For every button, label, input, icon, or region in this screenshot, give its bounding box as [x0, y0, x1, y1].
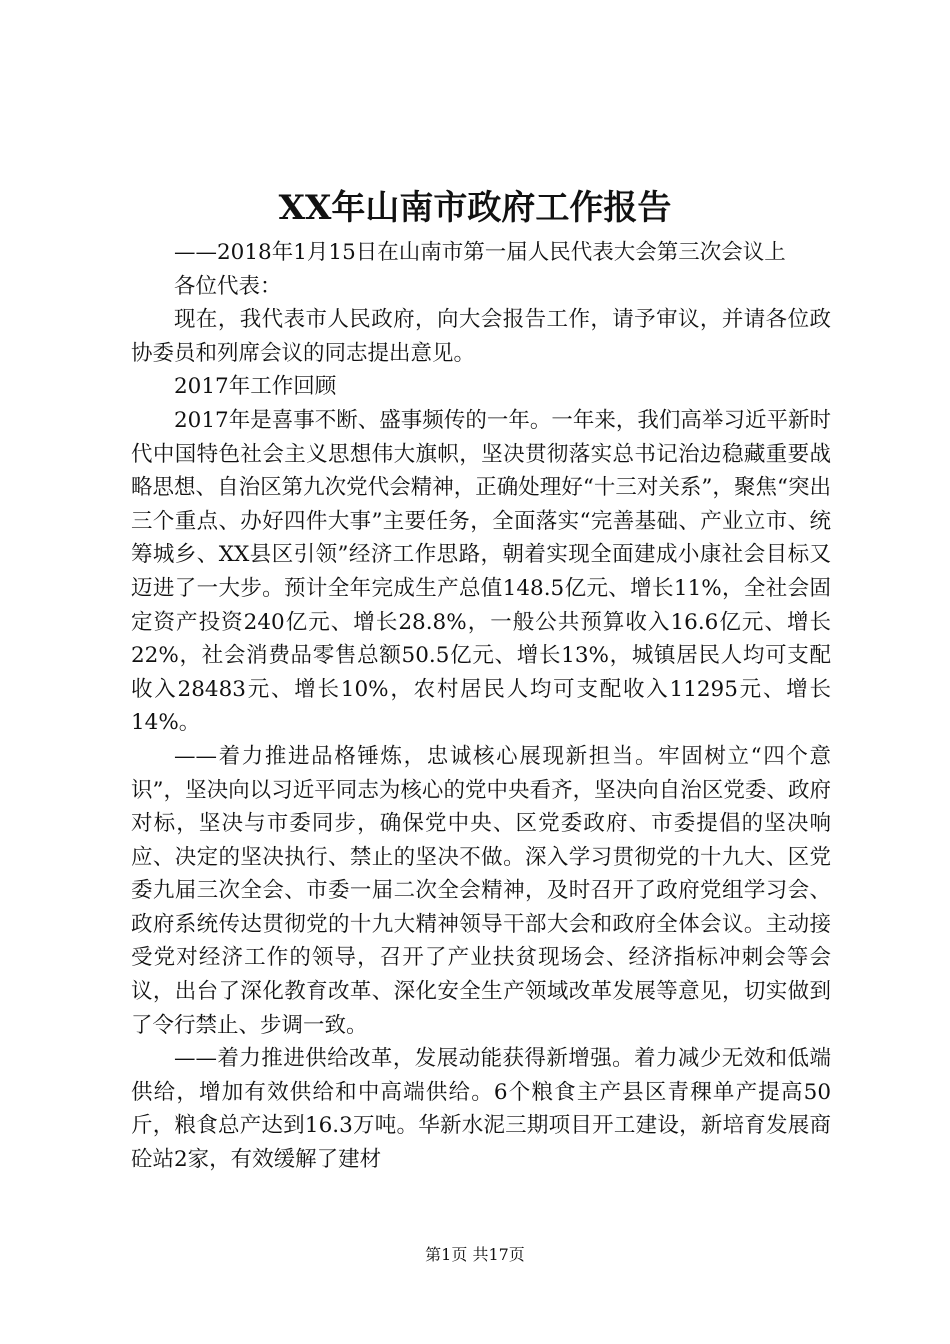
- supply-reform-paragraph: ——着力推进供给改革，发展动能获得新增强。着力减少无效和低端供给，增加有效供给和中高端供给。6个粮食主产县区青稞单产提高50斤，粮食总产达到16.3万吨。华新水泥三期项目开工建设，新培育发展商砼站2家，有效缓解了建材: [131, 1046, 831, 1173]
- review-paragraph: 2017年是喜事不断、盛事频传的一年。一年来，我们高举习近平新时代中国特色社会主义思想伟大旗帜，坚决贯彻落实总书记治边稳藏重要战略思想、自治区第九次党代会精神，正确处理好“十三对关系”，聚焦“突出三个重点、办好四件大事”主要任务，全面落实“完善基础、产业立市、统筹城乡、XX县区引领”经济工作思路，朝着实现全面建成小康社会目标又迈进了一大步。预计全年完成生产总值148.5亿元、增长11%，全社会固定资产投资240亿元、增长28.8%，一般公共预算收入16.6亿元、增长22%，社会消费品零售总额50.5亿元、增长13%，城镇居民人均可支配收入28483元、增长10%，农村居民人均可支配收入11295元、增长14%。: [131, 407, 831, 736]
- document-body: [131, 236, 831, 1177]
- salutation-paragraph: 各位代表：: [174, 273, 282, 299]
- intro-paragraph: 现在，我代表市人民政府，向大会报告工作，请予审议，并请各位政协委员和列席会议的同志提出意见。: [131, 307, 831, 366]
- character-building-paragraph: ——着力推进品格锤炼，忠诚核心展现新担当。牢固树立“四个意识”，坚决向以习近平同志为核心的党中央看齐，坚决向自治区党委、政府对标，坚决与市委同步，确保党中央、区党委政府、市委提倡的坚决响应、决定的坚决执行、禁止的坚决不做。深入学习贯彻党的十九大、区党委九届三次全会、市委一届二次全会精神，及时召开了政府党组学习会、政府系统传达贯彻党的十九大精神领导干部大会和政府全体会议。主动接受党对经济工作的领导，召开了产业扶贫现场会、经济指标冲刺会等会议，出台了深化教育改革、深化安全生产领域改革发展等意见，切实做到了令行禁止、步调一致。: [131, 743, 831, 1038]
- page-number-footer: 第1页 共17页: [425, 1245, 525, 1264]
- document-title: XX年山南市政府工作报告: [278, 188, 672, 228]
- subtitle-paragraph: ——2018年1月15日在山南市第一届人民代表大会第三次会议上: [174, 240, 786, 265]
- section-heading: 2017年工作回顾: [174, 374, 337, 400]
